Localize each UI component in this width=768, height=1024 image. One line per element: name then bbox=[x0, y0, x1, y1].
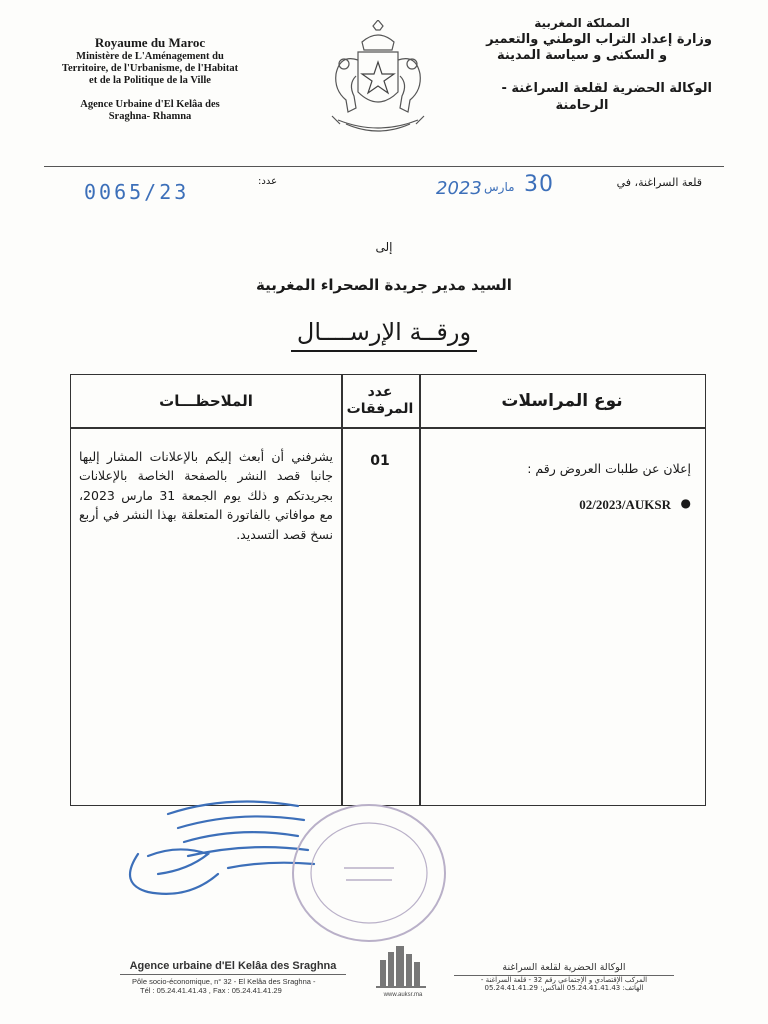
date-month: مارس bbox=[484, 180, 515, 194]
date-place-label: قلعة السراغنة، في bbox=[616, 176, 702, 189]
table-divider-count bbox=[419, 375, 421, 805]
header-arabic-block bbox=[452, 16, 712, 115]
date-day: 30 bbox=[524, 172, 554, 197]
header-fr-agency-2: Sraghna- Rhamna bbox=[108, 111, 192, 123]
bullet-icon: ● bbox=[680, 496, 691, 510]
addressee-to: إلى bbox=[375, 240, 393, 254]
footer-french bbox=[120, 960, 360, 995]
header-ar-ministry-2: و السكنى و سياسة المدينة bbox=[496, 48, 668, 64]
round-official-seal bbox=[284, 798, 454, 948]
table-header-notes: الملاحظـــات bbox=[159, 392, 253, 410]
logo-url: www.auksr.ma bbox=[383, 992, 423, 998]
footer-ar-address: المركب الإقتصادي و الإجتماعي رقم 32 - قلعة السراغنة - bbox=[480, 976, 648, 984]
header-french-block bbox=[30, 36, 270, 123]
header-ar-agency-1: الوكالة الحضرية لقلعة السراغنة - bbox=[501, 81, 712, 97]
header-ar-ministry-1: وزارة إعداد التراب الوطني والتعمير bbox=[486, 31, 712, 47]
table-header-count: عدد المرفقات bbox=[346, 383, 414, 417]
reference-number-label: عدد: bbox=[258, 176, 278, 187]
table-header-divider bbox=[71, 427, 705, 429]
header-ar-kingdom: المملكة المغربية bbox=[534, 16, 630, 30]
table-divider-notes bbox=[341, 375, 343, 805]
table-header-type: نوع المراسلات bbox=[501, 391, 623, 411]
footer-fr-name: Agence urbaine d'El Kelâa des Sraghna bbox=[120, 960, 346, 975]
header-fr-ministry-1: Ministère de L'Aménagement du bbox=[76, 50, 224, 62]
footer-fr-phone: Tél : 05.24.41.41.43 , Fax : 05.24.41.41.29 bbox=[140, 986, 282, 995]
document-title-text: ورقــة الإرســــال bbox=[291, 318, 477, 352]
table-cell-reference: 02/2023/AUKSR bbox=[579, 497, 671, 512]
reference-number: 0065/23 bbox=[84, 180, 190, 204]
table-cell-type: إعلان عن طلبات العروض رقم : bbox=[527, 461, 691, 476]
building-logo-icon bbox=[370, 940, 436, 990]
header-divider bbox=[44, 166, 724, 167]
document-title bbox=[0, 318, 768, 352]
header-fr-kingdom: Royaume du Maroc bbox=[94, 35, 206, 50]
agency-logo bbox=[370, 940, 436, 1000]
header-fr-ministry-3: et de la Politique de la Ville bbox=[89, 75, 211, 87]
moroccan-coat-of-arms-emblem bbox=[318, 20, 438, 138]
date-year: 2023 bbox=[436, 178, 482, 199]
header-fr-agency-1: Agence Urbaine d'El Kelâa des bbox=[80, 99, 220, 111]
transmittal-table bbox=[70, 374, 706, 806]
addressee-recipient: السيد مدير جريدة الصحراء المغربية bbox=[256, 276, 512, 294]
footer-ar-name: الوكالة الحضرية لقلعة السراغنة bbox=[454, 962, 674, 976]
footer-fr-address: Pôle socio-économique, n° 32 - El Kelâa des Sraghna - bbox=[132, 977, 316, 986]
header-fr-ministry-2: Territoire, de l'Urbanisme, de l'Habitat bbox=[61, 63, 239, 74]
table-cell-count: 01 bbox=[370, 453, 390, 469]
table-cell-notes: يشرفني أن أبعث إليكم بالإعلانات المشار إليها جانبا قصد النشر بالصفحة الخاصة بالإعلانات بجريدتكم و ذلك يوم الجمعة 31 مارس 2023، مع موافاتي بالفاتورة المتعلقة بهذا النشر في أربع نسخ قصد التسديد. bbox=[79, 449, 334, 542]
footer-arabic bbox=[454, 962, 674, 992]
footer-ar-phone: الهاتف: 05.24.41.41.43 الفاكس: 05.24.41.41.29 bbox=[484, 984, 644, 992]
header-ar-agency-2: الرحامنة bbox=[555, 98, 609, 114]
